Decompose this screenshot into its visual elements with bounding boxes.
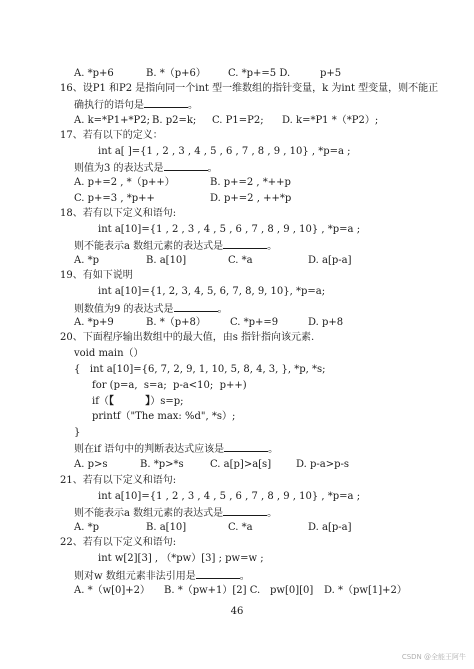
q18-option-a: A. *p [74,255,99,266]
q16-option-b: B. p2=k; [152,115,197,126]
q18-option-d: D. a[p-a] [308,255,352,266]
q18-option-c: C. *a [228,255,253,266]
q18-period: 。 [267,241,278,252]
q16-stem: 16、设P1 和P2 是指向同一个int 型一维数组的指针变量，k 为int 型变量，则不能正 [60,83,439,94]
q19-stem-2 [74,301,228,314]
q19-period: 。 [217,304,228,315]
q19-code: int a[10]={1, 2, 3, 4, 5, 6, 7, 8, 9, 10}, *p=a; [98,286,326,297]
q20-stem: 20、下面程序输出数组中的最大值，由s 指针指向该元素. [60,332,315,343]
answer-blank [223,238,267,249]
page-number: 46 [230,606,244,617]
watermark: CSDN @全能王阿牛 [401,653,466,661]
q21-option-d: D. a[p-a] [308,522,352,533]
q21-option-c: C. *a [228,522,253,533]
q19-option-a: A. *p+9 [74,317,114,328]
q20-if-blank: 【 】 [108,396,151,407]
q20-option-b: B. *p>*s [140,459,184,470]
q20-period: 。 [268,444,279,455]
q19-stem: 19、有如下说明 [60,270,133,281]
q22-code: int w[2][3] , （*pw）[3] ; pw=w ; [98,553,264,564]
q15-option-b: B. *（p+6） [146,68,206,79]
q17-code: int a[ ]={1 , 2 , 3 , 4 , 5 , 6 , 7 , 8 , 9 , 10} , *p=a ; [98,146,351,157]
answer-blank [164,160,208,171]
q17-stem-2 [74,160,218,173]
answer-blank [144,97,188,108]
q16-period: 。 [188,100,198,111]
q18-option-b: B. a[10] [146,255,187,266]
q22-option-a: A. *（w[0]+2） [74,585,151,596]
q20-option-d: D. p-a>p-s [296,459,350,470]
answer-blank [223,505,267,516]
q19-option-d: D. p+8 [308,317,344,328]
q22-option-c: pw[0][0] [270,585,314,596]
q15-option-d: p+5 [320,68,342,79]
q18-code: int a[10]={1 , 2 , 3 , 4 , 5 , 6 , 7 , 8 , 9 , 10} , *p=a ; [98,224,361,235]
q17-stem: 17、若有以下的定义： [60,130,163,141]
q20-stem-text: 则在if 语句中的判断表达式应该是 [74,444,225,455]
q16-stem-text: 确执行的语句是 [74,100,144,111]
q15-option-a: A. *p+6 [74,68,114,79]
q20-code-printf: printf（"The max: %d", *s）; [92,411,236,422]
q20-option-c: C. a[p]>a[s] [210,459,272,470]
q17-option-c: C. p+=3 , *p++ [74,193,155,204]
q19-option-c: C. *p+=9 [230,317,279,328]
q16-option-c: C. P1=P2; [212,115,264,126]
q20-code-for: for (p=a, s=a; p-a<10; p++) [92,380,247,391]
q21-code: int a[10]={1 , 2 , 3 , 4 , 5 , 6 , 7 , 8 , 9 , 10} , *p=a ; [98,491,361,502]
q21-option-a: A. *p [74,522,99,533]
q21-stem-2 [74,505,277,518]
q20-option-a: A. p>s [74,459,108,470]
q20-code-decl: { int a[10]={6, 7, 2, 9, 1, 10, 5, 8, 4, 3, }, *p, *s; [74,364,326,375]
q22-stem-text: 则对w 数组元素非法引用是 [74,571,196,582]
q21-stem-text: 则不能表示a 数组元素的表达式是 [74,508,224,519]
q15-option-c: C. *p+=5 D. [228,68,291,79]
q16-stem-2 [74,97,198,110]
q20-code-brace: } [74,427,81,438]
q20-code-main: void main（） [74,348,144,359]
q20-if-open: if（ [92,396,109,407]
q16-option-a: A. k=*P1+*P2; [74,115,150,126]
q20-if-close: ）s=p; [150,396,184,407]
q18-stem-2 [74,238,277,251]
q22-stem: 22、若有以下定义和语句: [60,537,177,548]
q20-stem-2 [74,441,278,454]
q22-period: 。 [239,571,250,582]
q17-period: 。 [207,163,218,174]
q17-option-a: A. p+=2 , *（p++） [74,177,175,188]
q22-stem-2 [74,568,250,581]
q20-code-if [92,395,184,408]
q18-stem: 18、若有以下定义和语句: [60,208,177,219]
answer-blank [196,568,240,579]
q21-stem: 21、若有以下定义和语句: [60,475,177,486]
q17-option-b: B. p+=2 , *++p [210,177,291,188]
q22-option-d: D. *（pw[1]+2） [324,585,407,596]
q17-option-d: D. p+=2 , ++*p [210,193,292,204]
q17-stem-text: 则值为3 的表达式是 [74,163,164,174]
q18-stem-text: 则不能表示a 数组元素的表达式是 [74,241,224,252]
q19-option-b: B. *（p+8） [146,317,206,328]
q19-stem-text: 则数值为9 的表达式是 [74,304,174,315]
q21-period: 。 [267,508,278,519]
answer-blank [174,301,218,312]
q21-option-b: B. a[10] [146,522,187,533]
answer-blank [224,441,268,452]
q16-option-d: D. k=*P1 *（*P2）; [282,115,379,126]
q22-option-b: B. *（pw+1）[2] C. [164,585,261,596]
